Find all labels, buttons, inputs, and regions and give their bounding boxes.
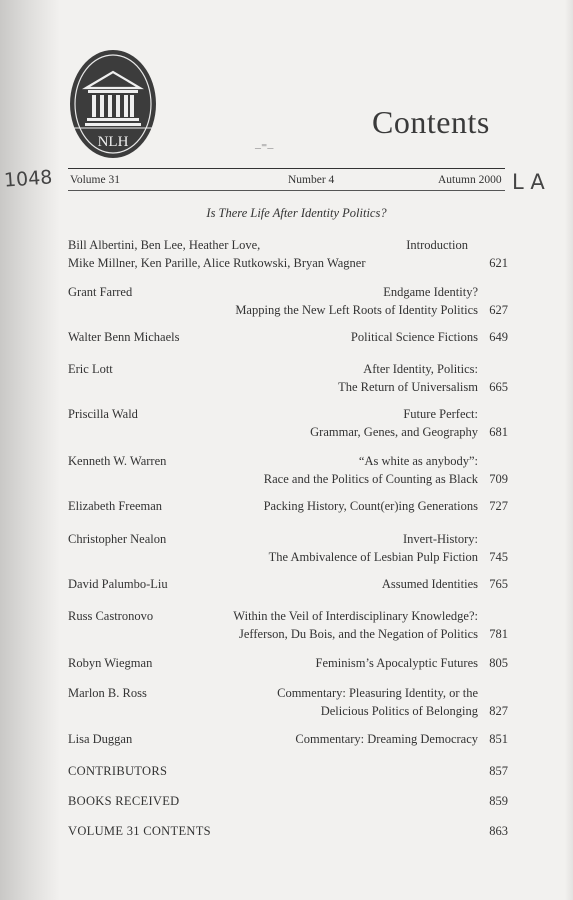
- entry-title: [277, 684, 478, 720]
- entry-page-number: 863: [489, 824, 508, 838]
- handwritten-note-left: 1048: [3, 166, 54, 192]
- entry-author: [68, 792, 180, 810]
- entry-title: [406, 236, 468, 272]
- entry-title-line: The Ambivalence of Lesbian Pulp Fiction: [268, 550, 478, 564]
- entry-page-number: 827: [489, 704, 508, 718]
- entry-title: [338, 360, 478, 396]
- entry-author-line: Elizabeth Freeman: [68, 499, 163, 513]
- entry-author-line: Russ Castronovo: [68, 609, 154, 623]
- entry-author: [68, 684, 147, 702]
- entry-title-line: The Return of Universalism: [338, 380, 478, 394]
- entry-title-line: Packing History, Count(er)ing Generations: [263, 499, 478, 513]
- entry-author-line: Kenneth W. Warren: [68, 454, 167, 468]
- entry-page-number: 727: [489, 499, 508, 513]
- entry-author-line: CONTRIBUTORS: [68, 764, 168, 778]
- handwritten-note-right: L A: [512, 170, 545, 194]
- entry-author: [68, 575, 168, 593]
- entry-page-number: 621: [489, 256, 508, 270]
- entry-page-number: 665: [489, 380, 508, 394]
- entry-author-line: Grant Farred: [68, 285, 133, 299]
- entry-title: [316, 654, 479, 672]
- entry-page-number: 765: [489, 577, 508, 591]
- entry-title-line: Feminism’s Apocalyptic Futures: [315, 656, 478, 670]
- entry-title-line: After Identity, Politics:: [363, 362, 478, 376]
- entry-author: [68, 654, 152, 672]
- entry-author-line: Christopher Nealon: [68, 532, 167, 546]
- header-rule-top: [68, 168, 505, 169]
- entry-title-line: Endgame Identity?: [383, 285, 478, 299]
- entry-author: [68, 360, 113, 378]
- page-edge-shadow: [565, 0, 573, 900]
- entry-author-line: David Palumbo-Liu: [68, 577, 168, 591]
- entry-author: [68, 236, 366, 272]
- entry-title: [233, 607, 478, 643]
- entry-title-line: Introduction: [406, 238, 468, 252]
- entry-page-number: 859: [489, 794, 508, 808]
- entry-title-line: Within the Veil of Interdisciplinary Knowledge?:: [233, 609, 478, 623]
- entry-author: [68, 607, 153, 625]
- entry-author-line: Robyn Wiegman: [68, 656, 153, 670]
- header-rule-bottom: [68, 190, 505, 191]
- entry-title-line: Commentary: Dreaming Democracy: [295, 732, 478, 746]
- entry-author: [68, 452, 166, 470]
- entry-title: [269, 530, 478, 566]
- entry-title-line: Mapping the New Left Roots of Identity Politics: [235, 303, 478, 317]
- entry-title: [264, 497, 478, 515]
- entry-title-line: Political Science Fictions: [350, 330, 478, 344]
- entry-author: [68, 405, 138, 423]
- entry-page-number: 709: [489, 472, 508, 486]
- entry-author-line: BOOKS RECEIVED: [68, 794, 180, 808]
- entry-author: [68, 328, 179, 346]
- entry-title-line: Future Perfect:: [403, 407, 478, 421]
- entry-title-line: Jefferson, Du Bois, and the Negation of Politics: [239, 627, 478, 641]
- volume-label: Volume 31: [70, 174, 120, 186]
- season-label: Autumn 2000: [438, 174, 502, 186]
- entry-title-line: Assumed Identities: [381, 577, 478, 591]
- entry-page-number: 627: [489, 303, 508, 317]
- entry-title: [235, 283, 478, 319]
- binding-shadow: [0, 0, 60, 900]
- pen-mark: –⁼–: [255, 140, 274, 154]
- entry-page-number: 745: [489, 550, 508, 564]
- entry-title-line: Race and the Politics of Counting as Black: [263, 472, 478, 486]
- nlh-logo: [68, 48, 158, 160]
- entry-page-number: 681: [489, 425, 508, 439]
- entry-author: [68, 497, 162, 515]
- entry-author-line: VOLUME 31 CONTENTS: [68, 824, 211, 838]
- entry-page-number: 781: [489, 627, 508, 641]
- entry-title: [382, 575, 478, 593]
- entry-page-number: 805: [489, 656, 508, 670]
- logo-text: NLH: [97, 134, 129, 150]
- entry-title-line: Grammar, Genes, and Geography: [310, 425, 478, 439]
- entry-author-line: Bill Albertini, Ben Lee, Heather Love,: [68, 238, 261, 252]
- page-title: Contents: [372, 104, 490, 140]
- entry-author-line: Walter Benn Michaels: [68, 330, 180, 344]
- entry-author: [68, 530, 166, 548]
- entry-author-line: Mike Millner, Ken Parille, Alice Rutkowski, Bryan Wagner: [68, 256, 366, 270]
- entry-title-line: Delicious Politics of Belonging: [320, 704, 478, 718]
- entry-title-line: Invert-History:: [403, 532, 478, 546]
- entry-title: [310, 405, 478, 441]
- entry-author-line: Marlon B. Ross: [68, 686, 147, 700]
- entry-title-line: Commentary: Pleasuring Identity, or the: [277, 686, 478, 700]
- entry-page-number: 857: [489, 764, 508, 778]
- entry-author: [68, 762, 167, 780]
- number-label: Number 4: [288, 174, 335, 186]
- entry-author: [68, 730, 132, 748]
- entry-author-line: Priscilla Wald: [68, 407, 138, 421]
- entry-title: [295, 730, 478, 748]
- entry-title-line: [406, 254, 468, 272]
- entry-title: [264, 452, 478, 488]
- entry-author-line: Eric Lott: [68, 362, 113, 376]
- entry-author-line: Lisa Duggan: [68, 732, 133, 746]
- entry-page-number: 649: [489, 330, 508, 344]
- entry-title-line: “As white as anybody”:: [358, 454, 478, 468]
- entry-title: [351, 328, 478, 346]
- entry-page-number: 851: [489, 732, 508, 746]
- issue-subtitle: Is There Life After Identity Politics?: [206, 206, 387, 220]
- entry-author: [68, 283, 132, 301]
- entry-author: [68, 822, 211, 840]
